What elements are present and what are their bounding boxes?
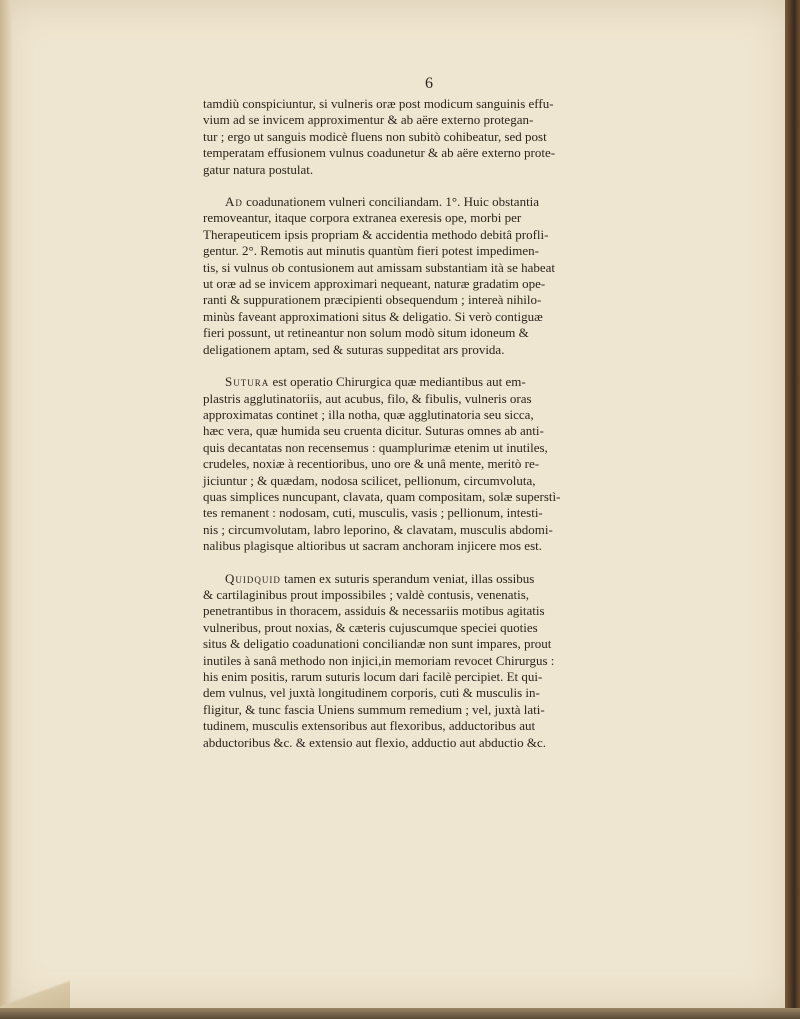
page-number: 6	[425, 75, 433, 92]
text-line: minùs faveant approximationi situs & deligatio. Si verò contiguæ	[203, 308, 543, 324]
text-line: tis, si vulnus ob contusionem aut amissam substantiam ità se habeat	[203, 259, 556, 275]
text-line-rest: tamen ex suturis sperandum veniat, illas ossibus	[280, 570, 535, 586]
text-line: & cartilaginibus prout impossibiles ; valdè contusis, venenatis,	[203, 586, 530, 602]
page-bottom-edge	[0, 1008, 800, 1019]
paragraph-2	[203, 194, 655, 358]
text-line: jiciuntur ; & quædam, nodosa scilicet, pellionum, circumvoluta,	[203, 472, 536, 488]
text-line: quis decantatas non recensemus : quamplurimæ etenim ut inutiles,	[203, 439, 548, 455]
page-corner-curl	[0, 980, 70, 1010]
text-line: tes remanent : nodosam, cuti, musculis, vasis ; pellionum, intesti-	[203, 505, 543, 521]
text-line: hæc vera, quæ humida seu cruenta dicitur. Suturas omnes ab anti-	[203, 423, 544, 439]
page-text-block	[203, 74, 655, 751]
text-line: ranti & suppurationem præcipienti obsequendum ; intereà nihilo-	[203, 292, 542, 308]
text-line: plastris agglutinatoriis, aut acubus, filo, & fibulis, vulneris oras	[203, 390, 532, 406]
text-line: removeantur, itaque corpora extranea exeresis ope, morbi per	[203, 210, 522, 226]
text-line: nalibus plagisque altioribus ut sacram anchoram injicere mos est.	[203, 538, 542, 554]
text-line: ut oræ ad se invicem approximari nequeant, naturæ gradatim ope-	[203, 276, 546, 292]
text-line-first	[203, 374, 655, 390]
text-line: his enim positis, rarum suturis locum dari facilè percipiet. Et qui-	[203, 669, 543, 684]
text-line: penetrantibus in thoracem, assiduis & necessariis motibus agitatis	[203, 603, 545, 619]
text-line: vium ad se invicem approximentur & ab aëre externo protegan-	[203, 112, 534, 128]
text-line: fligitur, & tunc fascia Uniens summum remedium ; vel, juxtà lati-	[203, 701, 545, 717]
text-line: fieri possunt, ut retineantur non solum modò situm idoneum &	[203, 325, 529, 341]
text-line: vulneribus, prout noxias, & cæteris cujuscumque speciei quoties	[203, 619, 538, 635]
text-line: approximatas continet ; illa notha, quæ agglutinatoria seu sicca,	[203, 406, 534, 422]
page-left-edge	[0, 0, 12, 1010]
text-line-first	[203, 571, 655, 587]
text-line: tamdiù conspiciuntur, si vulneris oræ post modicum sanguinis effu-	[203, 96, 554, 111]
book-spine	[785, 0, 800, 1019]
text-line: quas simplices nuncupant, clavata, quam compositam, solæ superstì-	[203, 488, 561, 504]
text-line-rest: est operatio Chirurgica quæ mediantibus aut em-	[269, 374, 526, 390]
paragraph-lead-word: Sutura	[225, 374, 270, 390]
text-line: temperatam effusionem vulnus coadunetur & ab aëre externo prote-	[203, 145, 556, 161]
paragraph-lead-word: Ad	[225, 194, 243, 210]
text-line: situs & deligatio coadunationi conciliandæ non sunt impares, prout	[203, 636, 552, 652]
text-line: deligationem aptam, sed & suturas suppeditat ars provida.	[203, 341, 505, 357]
paragraph-3	[203, 374, 655, 554]
text-line-first	[203, 194, 655, 210]
text-line: gentur. 2°. Remotis aut minutis quantùm fieri potest impedimen-	[203, 243, 539, 259]
text-line: gatur natura postulat.	[203, 161, 314, 177]
text-line: tur ; ergo ut sanguis modicè fluens non subitò cohibeatur, sed post	[203, 128, 547, 144]
paragraph-4	[203, 571, 655, 751]
text-line: tudinem, musculis extensoribus aut flexoribus, adductoribus aut	[203, 718, 536, 734]
text-line: crudeles, noxiæ à recentioribus, uno ore & unâ mente, meritò re-	[203, 456, 540, 472]
text-line: nis ; circumvolutam, labro leporino, & clavatam, musculis abdomi-	[203, 521, 553, 537]
text-line-rest: coadunationem vulneri conciliandam. 1°. Huic obstantia	[242, 194, 540, 210]
text-line: abductoribus &c. & extensio aut flexio, adductio aut abductio &c.	[203, 734, 546, 750]
text-line: inutiles à sanâ methodo non injici,in memoriam revocet Chirurgus :	[203, 652, 555, 668]
text-line: dem vulnus, vel juxtà longitudinem corporis, cuti & musculis in-	[203, 685, 540, 701]
text-line: Therapeuticem ipsis propriam & accidentia methodo debitâ profli-	[203, 226, 549, 242]
paragraph-lead-word: Quidquid	[225, 570, 281, 586]
paragraph-1	[203, 96, 655, 178]
